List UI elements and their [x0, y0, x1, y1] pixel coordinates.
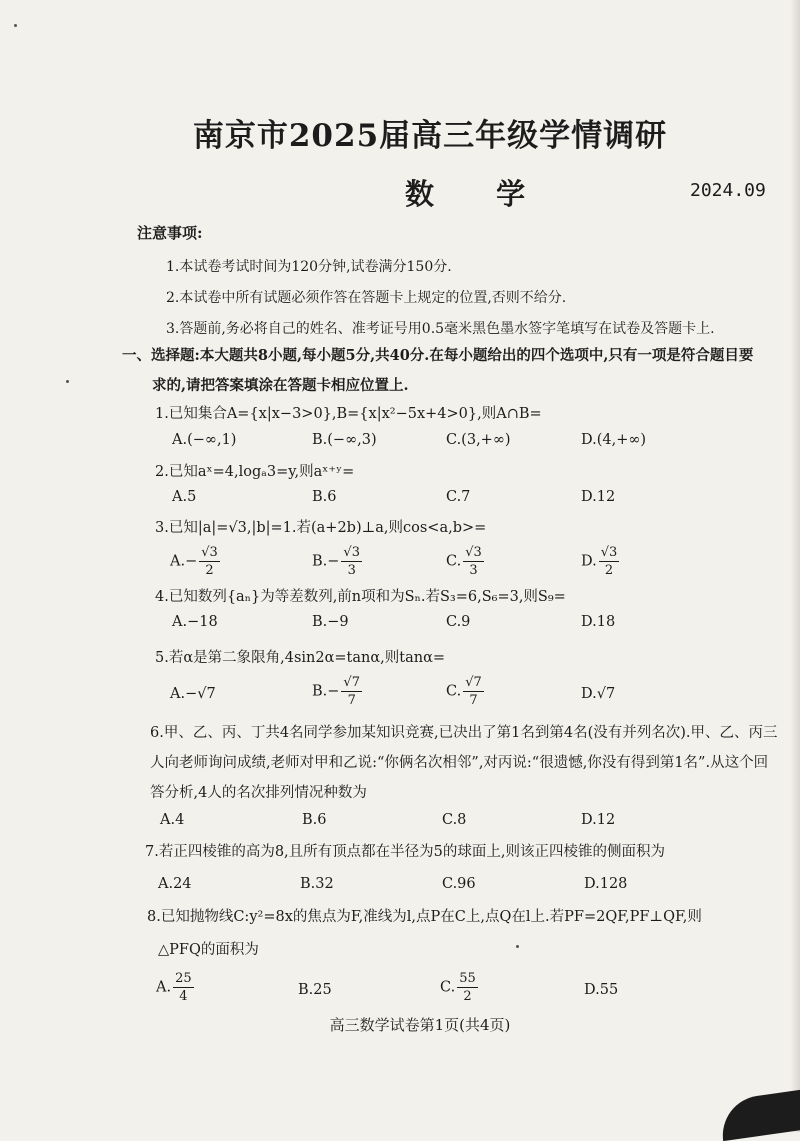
paper-speck	[14, 24, 17, 27]
option-a: A.− $\frac{√3}{2}$	[170, 545, 218, 578]
exam-title: 南京市2025届高三年级学情调研	[192, 118, 668, 154]
option-b: B.−9	[312, 614, 349, 630]
option-d: D.12	[581, 489, 616, 505]
option-a: A.4	[160, 812, 185, 828]
option-a: A.5	[172, 489, 197, 505]
corner-shadow	[718, 1089, 800, 1141]
question-3: 3.已知|a|=√3,|b|=1.若(a+2b)⊥a,则cos<a,b>=	[155, 520, 487, 536]
option-a: A. $\frac{25}{4}$	[156, 971, 192, 1004]
option-d: D.18	[581, 614, 616, 630]
subject-title: 数 学	[405, 177, 552, 211]
option-d: D.128	[584, 876, 628, 892]
paper-speck	[66, 380, 69, 383]
option-b: B.(−∞,3)	[312, 432, 377, 448]
option-b: B.25	[298, 982, 332, 998]
option-b: B.6	[302, 812, 327, 828]
note-item: 2.本试卷中所有试题必须作答在答题卡上规定的位置,否则不给分.	[166, 290, 567, 306]
option-c: C. $\frac{√3}{3}$	[446, 545, 482, 578]
option-d: D.55	[584, 982, 619, 998]
option-b: B.6	[312, 489, 337, 505]
question-8: 8.已知抛物线C:y²=8x的焦点为F,准线为l,点P在C上,点Q在l上.若PF=2QF,PF⊥QF,则	[147, 909, 702, 925]
option-d: D. $\frac{√3}{2}$	[581, 545, 618, 578]
option-c: C.96	[442, 876, 476, 892]
question-7: 7.若正四棱锥的高为8,且所有顶点都在半径为5的球面上,则该正四棱锥的侧面积为	[145, 844, 666, 860]
page-footer: 高三数学试卷第1页(共4页)	[329, 1016, 511, 1034]
paper-speck	[516, 945, 519, 948]
exam-date: 2024.09	[690, 180, 766, 201]
option-b: B.− $\frac{√7}{7}$	[312, 675, 360, 708]
question-4: 4.已知数列{aₙ}为等差数列,前n项和为Sₙ.若S₃=6,S₆=3,则S₉=	[155, 589, 566, 605]
option-b: B.32	[300, 876, 334, 892]
option-a: A.(−∞,1)	[172, 432, 237, 448]
notes-heading: 注意事项:	[137, 224, 203, 242]
option-c: C. $\frac{55}{2}$	[440, 971, 476, 1004]
option-d: D.√7	[581, 686, 616, 702]
option-c: C.7	[446, 489, 471, 505]
option-c: C.9	[446, 614, 471, 630]
note-item: 3.答题前,务必将自己的姓名、准考证号用0.5毫米黑色墨水签字笔填写在试卷及答题卡上.	[166, 321, 715, 337]
option-c: C. $\frac{√7}{7}$	[446, 675, 482, 708]
option-a: A.−18	[172, 614, 218, 630]
option-b: B.− $\frac{√3}{3}$	[312, 545, 360, 578]
option-c: C.(3,+∞)	[446, 432, 511, 448]
option-d: D.(4,+∞)	[581, 432, 647, 448]
question-1: 1.已知集合A={x|x−3>0},B={x|x²−5x+4>0},则A∩B=	[155, 406, 542, 422]
section-instructions-cont: 求的,请把答案填涂在答题卡相应位置上.	[152, 377, 409, 394]
question-2: 2.已知aˣ=4,logₐ3=y,则aˣ⁺ʸ=	[155, 464, 355, 480]
option-c: C.8	[442, 812, 467, 828]
question-5: 5.若α是第二象限角,4sin2α=tanα,则tanα=	[155, 650, 446, 666]
option-d: D.12	[581, 812, 616, 828]
option-a: A.24	[158, 876, 192, 892]
option-a: A.−√7	[170, 686, 216, 702]
question-8-cont: △PFQ的面积为	[158, 942, 259, 958]
section-instructions: 一、选择题:本大题共8小题,每小题5分,共40分.在每小题给出的四个选项中,只有一项是符合题目要	[122, 347, 754, 364]
note-item: 1.本试卷考试时间为120分钟,试卷满分150分.	[166, 259, 452, 275]
paper-edge-shadow	[790, 0, 800, 1132]
question-6: 6.甲、乙、丙、丁共4名同学参加某知识竞赛,已决出了第1名到第4名(没有并列名次).甲、乙、丙三人向老师询问成绩,老师对甲和乙说:“你俩名次相邻”,对丙说:“很遗憾,你没有得到第1名”.从这个回答分析,4人的名次排列情况种数为	[150, 725, 778, 801]
